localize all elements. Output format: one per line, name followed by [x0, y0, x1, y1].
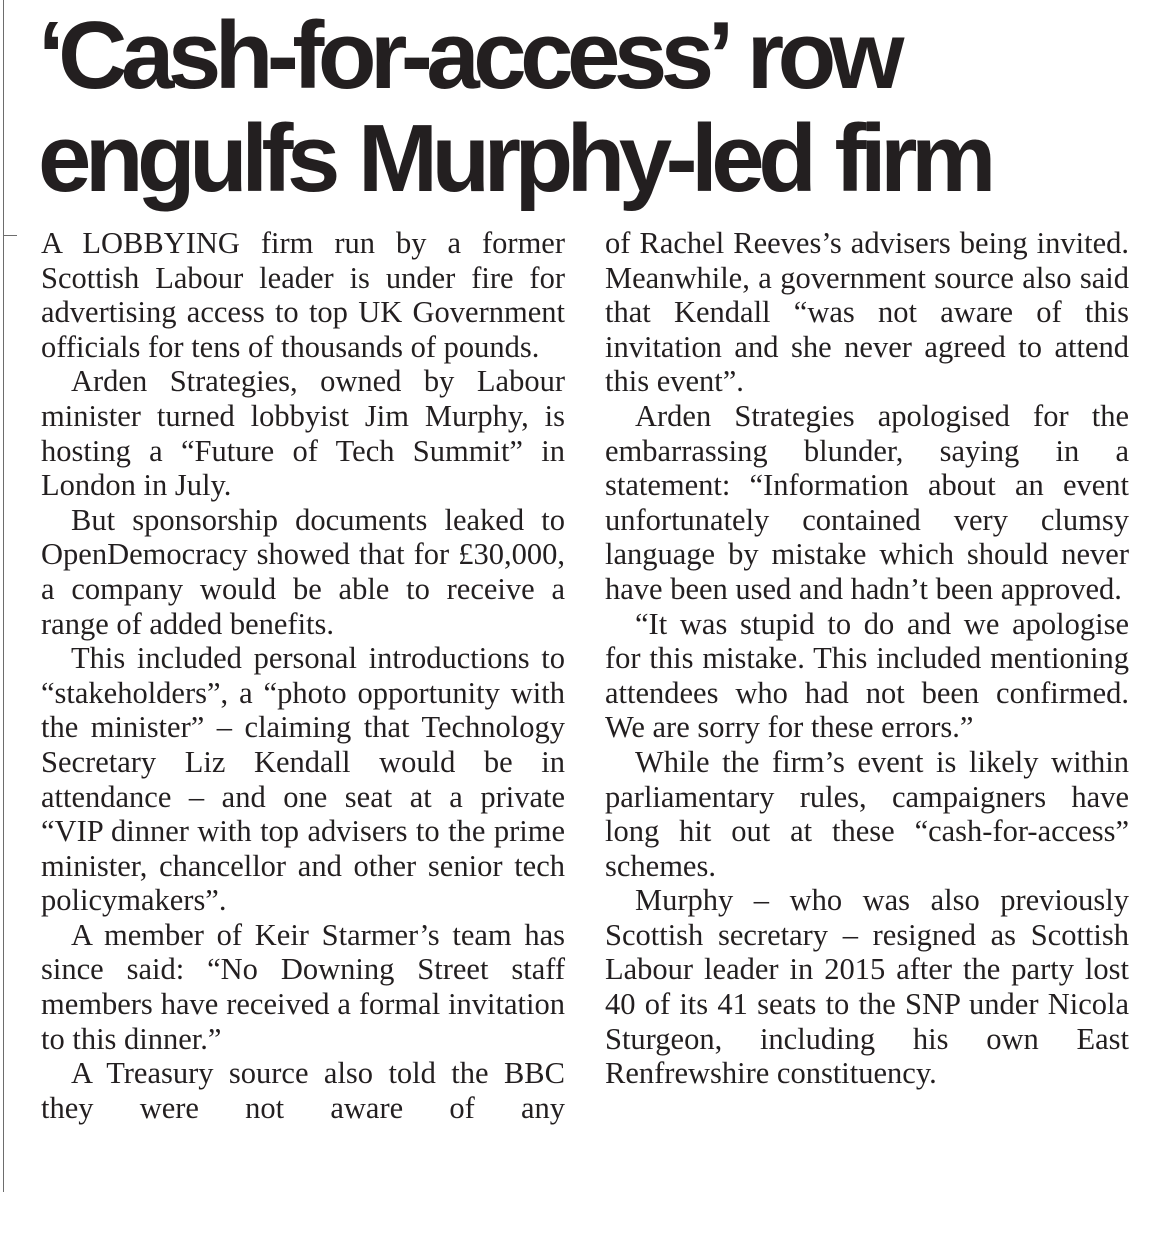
column-right — [605, 226, 1129, 1125]
column-rule-tick — [3, 235, 17, 236]
paragraph: This included personal introductions to “stakeholders”, a “photo opportunity with the minister” – claiming that Technology Secretary Liz Kendall would be in attendance – and one seat at a private “VIP dinner with top advisers to the prime minister, chancellor and other senior tech policymakers”. — [41, 641, 565, 918]
headline-line-1: ‘Cash-for-access’ row — [38, 2, 898, 109]
paragraph: While the firm’s event is likely within parliamentary rules, campaigners have long hit out at these “cash-for-access” schemes. — [605, 744, 1129, 883]
paragraph: A LOBBYING firm run by a former Scottish Labour leader is under fire for advertising access to top UK Government officials for tens of thousands of pounds. — [41, 226, 565, 364]
paragraph: A Treasury source also told the BBC they were not aware of any — [41, 1056, 565, 1125]
column-left — [41, 226, 565, 1125]
headline — [38, 4, 1158, 210]
paragraph: Murphy – who was also previously Scottish secretary – resigned as Scottish Labour leader in 2015 after the party lost 40 of its 41 seats to the SNP under Nicola Sturgeon, including his own East Renfrewshire constituency. — [605, 883, 1129, 1091]
paragraph: A member of Keir Starmer’s team has since said: “No Downing Street staff members have received a formal invitation to this dinner.” — [41, 917, 565, 1056]
paragraph: Arden Strategies apologised for the embarrassing blunder, saying in a statement: “Information about an event unfortunately contained very clumsy language by mistake which should never have been used and hadn’t been approved. — [605, 398, 1129, 606]
paragraph: of Rachel Reeves’s advisers being invited. Meanwhile, a government source also said that Kendall “was not aware of this invitation and she never agreed to attend this event”. — [605, 226, 1129, 399]
headline-line-2: engulfs Murphy-led firm — [38, 105, 990, 212]
paragraph: “It was stupid to do and we apologise for this mistake. This included mentioning attendees who had not been confirmed. We are sorry for these errors.” — [605, 606, 1129, 745]
column-rule — [3, 0, 4, 1192]
paragraph: But sponsorship documents leaked to OpenDemocracy showed that for £30,000, a company would be able to receive a range of added benefits. — [41, 502, 565, 641]
article-body — [41, 226, 1129, 1125]
paragraph: Arden Strategies, owned by Labour minister turned lobbyist Jim Murphy, is hosting a “Future of Tech Summit” in London in July. — [41, 364, 565, 503]
